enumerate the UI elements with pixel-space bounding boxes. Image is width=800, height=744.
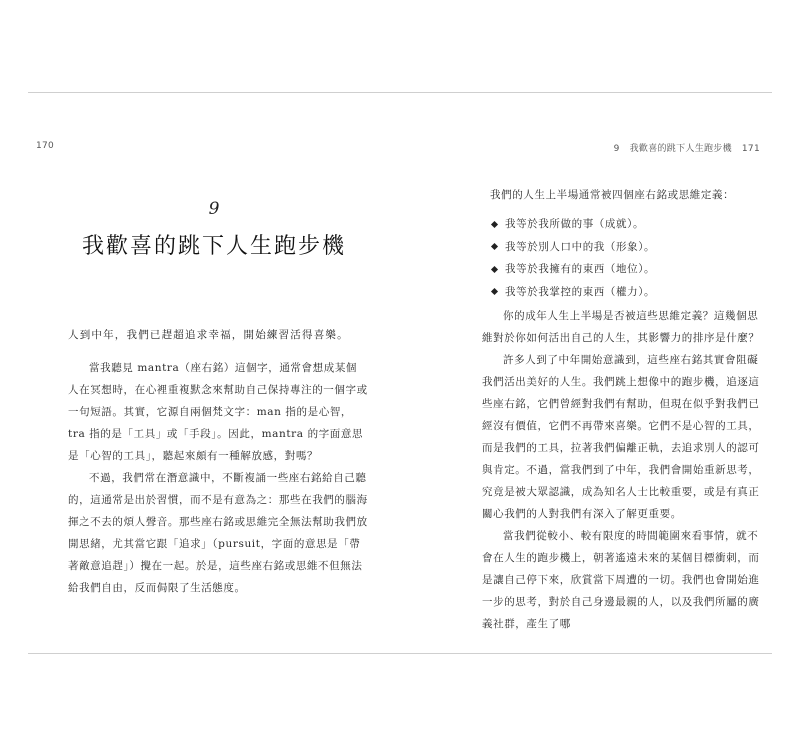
diamond-bullet-icon [491,221,498,228]
list-item-text: 我等於我擁有的東西（地位）。 [505,263,656,275]
chapter-epigraph: 人到中年，我們已趕超追求幸福，開始練習活得喜樂。 [68,329,349,341]
book-spread [28,92,772,654]
paragraph: 當我們從較小、較有限度的時間範圍來看事情，就不會在人生的跑步機上，朝著遙遠未來的某個目標衝刺，而是讓自己停下來，欣賞當下周遭的一切。我們也會開始進一步的思考，對於自己身邊最親的人，以及我們所屬的廣義社群，產生了哪 [482,530,760,630]
running-head-title: 我歡喜的跳下人生跑步機 [629,144,732,154]
list-item [492,281,655,304]
list-item-text: 我等於我所做的事（成就）。 [505,218,645,230]
list-item [492,258,655,281]
right-page-number: 171 [741,144,760,154]
list-item-text: 我等於我掌控的東西（權力）。 [505,285,656,298]
mantra-list [492,213,655,303]
list-item-text: 我等於別人口中的我（形象）。 [505,240,656,253]
diamond-bullet-icon [491,243,498,250]
diamond-bullet-icon [491,288,498,295]
running-head-chapter: 9 [613,144,620,154]
paragraph: 許多人到了中年開始意識到，這些座右銘其實會阻礙我們活出美好的人生。我們跳上想像中的跑步機，追逐這些座右銘，它們曾經對我們有幫助，但現在似乎對我們已經沒有價值，它們不再帶來喜樂。它們不是心智的工具，而是我們的工具，拉著我們偏離正軌，去追求別人的認可與肯定。不過，當我們到了中年，我們會開始重新思考，究竟是被大眾認識，成為知名人士比較重要，或是有真正關心我們的人對我們有深入了解更重要。 [482,354,760,520]
paragraph: 你的成年人生上半場是否被這些思維定義？這幾個思維對於你如何活出自己的人生，其影響力的排序是什麼？ [482,310,760,344]
chapter-title: 我歡喜的跳下人生跑步機 [81,234,346,259]
paragraph: 當我聽見 mantra（座右銘）這個字，通常會想成某個人在冥想時，在心裡重複默念來幫助自己保持專注的一個字或一句短語。其實，它源自兩個梵文字：man 指的是心智，tra 指的是「工具」或「手段」。因此，mantra 的字面意思是「心智的工具」，聽起來頗有一種解放感，對嗎？ [68,362,368,462]
paragraph: 不過，我們常在潛意識中，不斷複誦一些座右銘給自己聽的，這通常是出於習慣，而不是有意為之：那些在我們的腦海揮之不去的煩人聲音。那些座右銘或思維完全無法幫助我們放開思緒，尤其當它跟「追求」（pursuit，字面的意思是「帶著敵意追趕」）攪在一起。於是，這些座右銘或思維不但無法給我們自由，反而侷限了生活態度。 [68,472,368,594]
right-body-text [482,305,762,635]
left-page [28,93,400,653]
right-page [400,93,772,653]
left-page-number: 170 [36,141,55,151]
diamond-bullet-icon [491,266,498,273]
left-body-text [68,357,368,599]
running-head [614,141,760,154]
chapter-number: 9 [208,199,220,219]
list-lead: 我們的人生上半場通常被四個座右銘或思維定義： [490,189,735,201]
list-item [492,213,655,236]
list-item [492,236,655,259]
